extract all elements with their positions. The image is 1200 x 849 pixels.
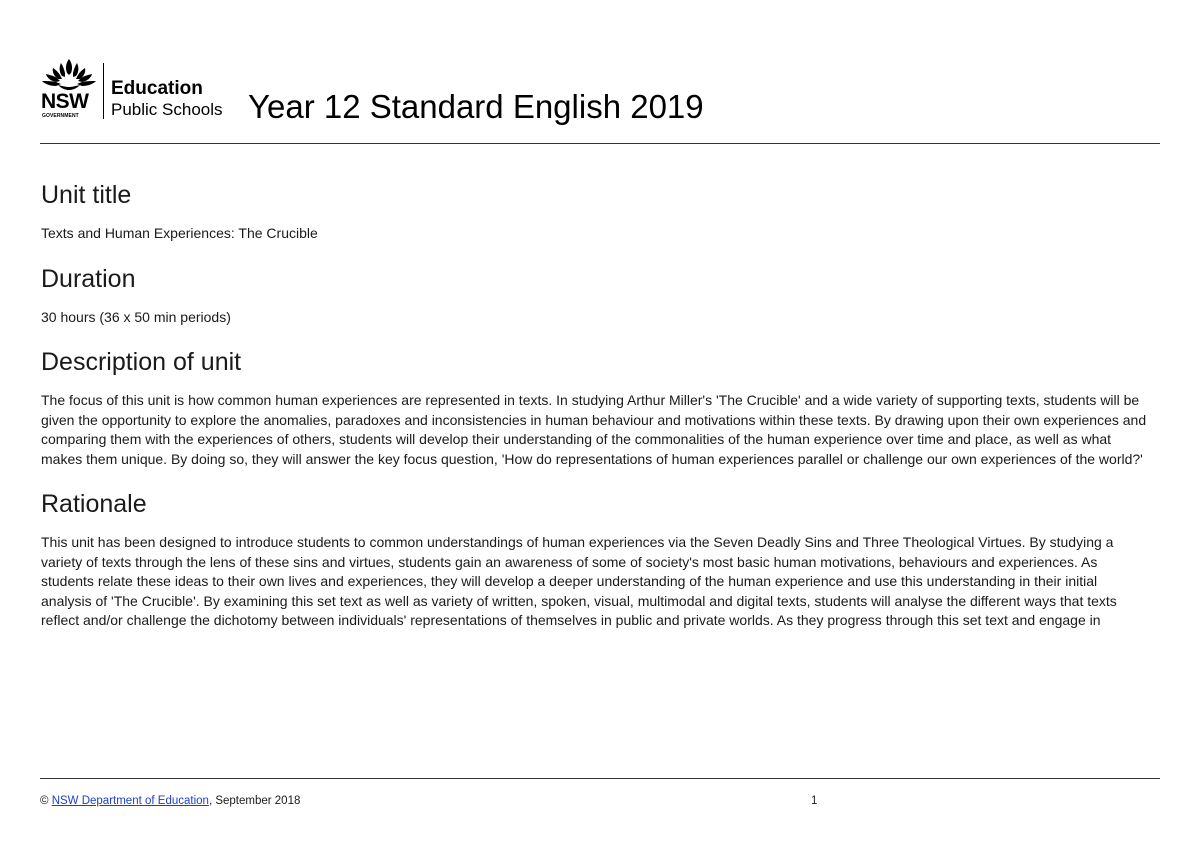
rationale-section [41, 489, 1151, 631]
unit-title-section [41, 180, 1151, 244]
footer-date: , September 2018 [208, 795, 301, 807]
logo-nsw-text: NSW [41, 90, 89, 113]
waratah-icon [40, 57, 98, 93]
duration-section [41, 264, 1151, 328]
logo-education-text: Education [111, 78, 203, 99]
description-section [41, 347, 1151, 469]
duration-heading: Duration [41, 264, 136, 293]
document-title: Year 12 Standard English 2019 [248, 88, 704, 125]
duration-text: 30 hours (36 x 50 min periods) [41, 308, 231, 325]
footer-divider [40, 778, 1160, 779]
rationale-text: This unit has been designed to introduce students to common understandings of human experiences via the Seven Deadly Sins and Three Theological Virtues. By studying a variety of texts through the lens of these sins and virtues, students gain an awareness of some of society's most basic human motivations, behaviours and experiences. As students relate these ideas to their own lives and experiences, they will develop a deeper understanding of the human experience and use this understanding in their initial analysis of 'The Crucible'. By examining this set text as well as variety of written, spoken, visual, multimodal and digital texts, students will analyse the different ways that texts reflect and/or challenge the dichotomy between individuals' representations of themselves in public and private worlds. As they progress through this set text and engage in [41, 534, 1117, 628]
unit-title-text: Texts and Human Experiences: The Crucible [41, 225, 318, 241]
copyright-symbol: © [40, 795, 49, 807]
unit-title-heading: Unit title [41, 181, 132, 209]
logo-government-text: GOVERNMENT [42, 113, 79, 119]
header-divider [40, 143, 1160, 144]
page-header [40, 55, 1160, 127]
page-footer [40, 794, 1160, 808]
nsw-department-link[interactable]: NSW Department of Education [51, 795, 209, 807]
logo-divider [103, 63, 104, 119]
nsw-education-logo [40, 55, 240, 125]
description-heading: Description of unit [41, 348, 242, 376]
rationale-heading: Rationale [41, 490, 147, 518]
description-text: The focus of this unit is how common human experiences are represented in texts. In studying Arthur Miller's 'The Crucible' and a wide variety of supporting texts, students will be given the opportunity to explore the anomalies, paradoxes and inconsistencies in human behaviour and motivations within these texts. By drawing upon their own experiences and comparing them with the experiences of others, students will develop their understanding of the commonalities of the human experience over time and place, as well as what makes them unique. By doing so, they will answer the key focus question, 'How do representations of human experiences parallel or challenge our own experiences of the world?' [41, 392, 1147, 467]
page-number: 1 [811, 795, 818, 807]
document-body [41, 180, 1151, 651]
logo-public-schools-text: Public Schools [111, 100, 223, 119]
